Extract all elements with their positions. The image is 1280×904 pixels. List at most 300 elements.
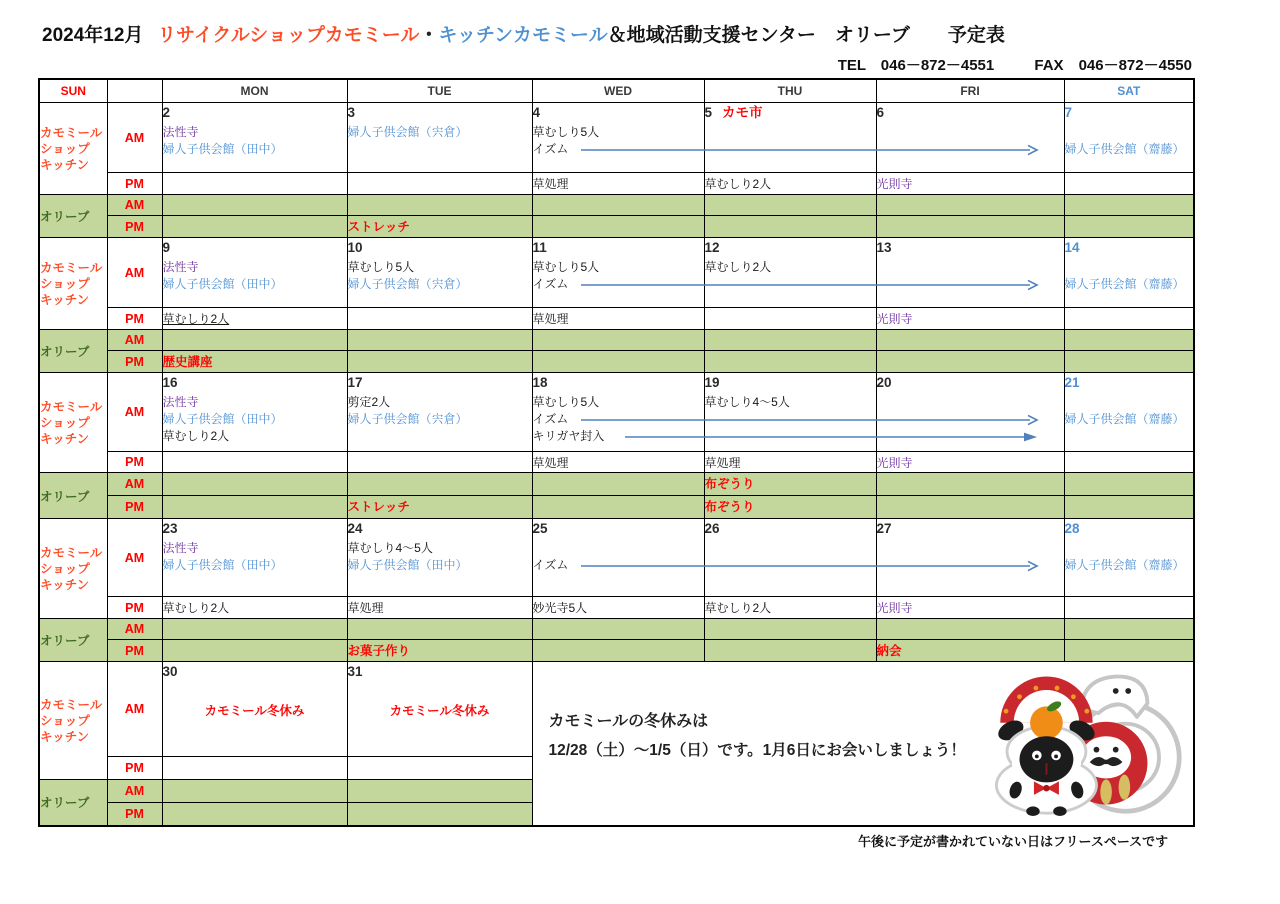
date-row — [348, 373, 532, 394]
row-label-chamomile — [39, 519, 107, 619]
title-kitchen-name: キッチンカモミール — [438, 25, 608, 46]
entry-text: 草処理 — [704, 456, 741, 470]
cell-w2-wed-olive-pm — [532, 351, 704, 373]
date-number: 2 — [162, 105, 171, 120]
cell-w3-tue-olive-pm — [347, 496, 532, 519]
date-row — [877, 103, 1064, 124]
schedule-entry — [348, 259, 532, 276]
cell-w3-sat-olive-pm — [1064, 496, 1194, 519]
entry-text: 草処理 — [532, 456, 569, 470]
entry-text: 草むしり2人 — [162, 429, 230, 443]
cell-w4-wed-olive-pm — [532, 640, 704, 662]
pm-row-label: PM — [107, 757, 162, 780]
cell-w4-fri-am — [876, 519, 1064, 597]
cell-w3-wed-olive-pm — [532, 496, 704, 519]
schedule-entry — [1065, 276, 1194, 293]
pm-row-label: PM — [107, 640, 162, 662]
date-row — [533, 238, 704, 259]
cell-w4-mon-pm — [162, 597, 347, 619]
cell-w1-mon-am — [162, 103, 347, 173]
entry-text: 剪定2人 — [347, 395, 391, 409]
cell-w4-mon-am — [162, 519, 347, 597]
entry-text: 光則寺 — [876, 456, 913, 470]
schedule-entry — [533, 259, 704, 276]
label-line: カモミール — [40, 399, 103, 414]
schedule-entry — [348, 276, 532, 293]
entry-text: 婦人子供会館（田中） — [162, 412, 283, 426]
week-1-pm-row — [39, 173, 1194, 195]
label-line: カモミール — [40, 697, 103, 712]
entry-text: 草むしり4～5人 — [704, 395, 790, 409]
cell-w5-tue-am — [347, 662, 532, 757]
cell-w2-thu-olive-am — [704, 330, 876, 351]
cell-w1-sat-olive-pm — [1064, 216, 1194, 238]
date-row — [705, 373, 876, 394]
date-row — [533, 103, 704, 124]
cell-w4-tue-am — [347, 519, 532, 597]
date-row — [1065, 103, 1194, 124]
entry-text: 草むしり2人 — [162, 312, 230, 326]
schedule-entry — [533, 411, 704, 428]
cell-w5-tue-pm — [347, 757, 532, 780]
date-row — [163, 662, 347, 683]
schedule-entry — [348, 540, 532, 557]
date-row — [705, 238, 876, 259]
date-row — [348, 519, 532, 540]
label-line: キッチン — [40, 292, 90, 307]
am-row-label: AM — [107, 662, 162, 757]
entry-text: 婦人子供会館（齋藤） — [1064, 558, 1185, 572]
cell-w2-fri-am — [876, 238, 1064, 308]
cell-w1-mon-pm — [162, 173, 347, 195]
sheep-icon — [995, 677, 1098, 816]
date-number: 19 — [704, 375, 720, 390]
cell-w4-thu-pm — [704, 597, 876, 619]
entry-text: 草むしり2人 — [162, 601, 230, 615]
olive-event-text: 布ぞうり — [704, 477, 755, 491]
olive-event-text: 布ぞうり — [704, 500, 755, 514]
cell-w4-wed-am — [532, 519, 704, 597]
schedule-entry — [348, 411, 532, 428]
cell-w3-sat-am — [1064, 373, 1194, 452]
cell-w4-fri-pm — [876, 597, 1064, 619]
page-title — [42, 20, 1005, 47]
day-header-mon: MON — [162, 79, 347, 103]
cell-w3-thu-am — [704, 373, 876, 452]
schedule-entry — [163, 411, 347, 428]
cell-w4-wed-olive-am — [532, 619, 704, 640]
cell-w3-tue-pm — [347, 452, 532, 473]
cell-w4-fri-olive-pm — [876, 640, 1064, 662]
schedule-entry — [533, 394, 704, 411]
entry-text: 婦人子供会館（齋藤） — [1064, 142, 1185, 156]
cell-w1-fri-olive-pm — [876, 216, 1064, 238]
entry-text: 草処理 — [532, 312, 569, 326]
cell-w3-sat-olive-am — [1064, 473, 1194, 496]
cell-w4-thu-olive-am — [704, 619, 876, 640]
date-row — [877, 373, 1064, 394]
entry-text: 光則寺 — [876, 312, 913, 326]
date-number: 25 — [532, 521, 548, 536]
pm-row-label: PM — [107, 216, 162, 238]
date-row — [348, 662, 532, 683]
cell-w1-sat-am — [1064, 103, 1194, 173]
date-number: 12 — [704, 240, 720, 255]
cell-w5-mon-olive-pm — [162, 803, 347, 826]
entry-text: 婦人子供会館（田中） — [347, 558, 468, 572]
date-number: 26 — [704, 521, 720, 536]
entry-text: 法性寺 — [162, 260, 199, 274]
am-row-label: AM — [107, 330, 162, 351]
week-3-am-row — [39, 373, 1194, 452]
cell-w1-wed-pm — [532, 173, 704, 195]
schedule-entry — [533, 428, 704, 445]
schedule-entry — [1065, 540, 1194, 557]
cell-w3-sat-pm — [1064, 452, 1194, 473]
am-row-label: AM — [107, 519, 162, 597]
date-number: 3 — [347, 105, 356, 120]
entry-text: 光則寺 — [876, 601, 913, 615]
entry-text: 草むしり5人 — [532, 395, 600, 409]
date-number: 13 — [876, 240, 892, 255]
date-row — [163, 519, 347, 540]
cell-w3-thu-olive-am — [704, 473, 876, 496]
date-number: 27 — [876, 521, 892, 536]
entry-text: 法性寺 — [162, 125, 199, 139]
date-row — [348, 103, 532, 124]
cell-w3-tue-am — [347, 373, 532, 452]
schedule-entry — [348, 124, 532, 141]
am-row-label: AM — [107, 238, 162, 308]
date-number: 23 — [162, 521, 178, 536]
schedule-entry — [1065, 124, 1194, 141]
date-row — [163, 238, 347, 259]
entry-text: 草むしり5人 — [532, 125, 600, 139]
entry-text: 草むしり4～5人 — [347, 541, 433, 555]
date-row — [705, 519, 876, 540]
cell-w4-tue-olive-am — [347, 619, 532, 640]
schedule-entry — [533, 276, 704, 293]
schedule-entry — [348, 394, 532, 411]
schedule-entry — [163, 540, 347, 557]
cell-w1-tue-olive-am — [347, 195, 532, 216]
day-header-fri: FRI — [876, 79, 1064, 103]
cell-w1-thu-pm — [704, 173, 876, 195]
entry-text: 婦人子供会館（宍倉） — [347, 412, 468, 426]
cell-w1-fri-olive-am — [876, 195, 1064, 216]
title-month: 2024年12月 — [42, 25, 144, 46]
date-number: 21 — [1064, 375, 1080, 390]
schedule-entry — [1065, 141, 1194, 158]
week-3-olive-am-row — [39, 473, 1194, 496]
label-line: ショップ — [40, 713, 90, 728]
label-line: ショップ — [40, 415, 90, 430]
new-year-illustration — [977, 665, 1189, 817]
schedule-entry — [1065, 394, 1194, 411]
week-4-pm-row — [39, 597, 1194, 619]
entry-text: イズム — [532, 558, 569, 572]
day-header-sat: SAT — [1064, 79, 1194, 103]
date-number: 9 — [162, 240, 171, 255]
date-row — [163, 103, 347, 124]
cell-w4-wed-pm — [532, 597, 704, 619]
schedule-entry — [163, 141, 347, 158]
label-line: ショップ — [40, 141, 90, 156]
week-4-olive-am-row — [39, 619, 1194, 640]
cell-w5-tue-olive-pm — [347, 803, 532, 826]
cell-w4-mon-olive-am — [162, 619, 347, 640]
cell-w2-sat-pm — [1064, 308, 1194, 330]
cell-w3-wed-pm — [532, 452, 704, 473]
week-5-am-row — [39, 662, 1194, 757]
footnote: 午後に予定が書かれていない日はフリースペースです — [858, 834, 1169, 849]
schedule-entry — [705, 394, 876, 411]
date-number: 10 — [347, 240, 363, 255]
row-label-chamomile — [39, 662, 107, 780]
cell-w2-fri-olive-am — [876, 330, 1064, 351]
cell-w2-mon-olive-pm — [162, 351, 347, 373]
entry-text: 光則寺 — [876, 177, 913, 191]
entry-text: 草むしり2人 — [704, 601, 772, 615]
date-number: 5 — [704, 105, 713, 120]
cell-w4-sat-am — [1064, 519, 1194, 597]
cell-w2-mon-pm — [162, 308, 347, 330]
date-row — [1065, 519, 1194, 540]
entry-text: 草むしり2人 — [704, 260, 772, 274]
label-line: カモミール — [40, 125, 103, 140]
olive-event-text: 納会 — [876, 644, 902, 658]
cell-w1-tue-olive-pm — [347, 216, 532, 238]
row-label-olive: オリーブ — [39, 780, 107, 826]
schedule-entry — [533, 124, 704, 141]
cell-w4-tue-olive-pm — [347, 640, 532, 662]
date-number: 4 — [532, 105, 541, 120]
schedule-entry — [1065, 259, 1194, 276]
week-4-olive-pm-row — [39, 640, 1194, 662]
olive-event-text: お菓子作り — [347, 644, 411, 658]
cell-w3-fri-am — [876, 373, 1064, 452]
label-line: カモミール — [40, 260, 103, 275]
fax-number: FAX 046－872－4550 — [1034, 57, 1192, 74]
cell-w3-wed-am — [532, 373, 704, 452]
cell-w2-thu-am — [704, 238, 876, 308]
date-number: 6 — [876, 105, 885, 120]
cell-w1-mon-olive-pm — [162, 216, 347, 238]
schedule-entry — [163, 276, 347, 293]
cell-w4-sat-pm — [1064, 597, 1194, 619]
row-label-olive: オリーブ — [39, 195, 107, 238]
pm-row-label: PM — [107, 597, 162, 619]
entry-text: 婦人子供会館（齋藤） — [1064, 277, 1185, 291]
contact-line — [838, 54, 1192, 75]
cell-w4-sat-olive-am — [1064, 619, 1194, 640]
olive-event-text: ストレッチ — [347, 500, 410, 514]
date-row — [533, 373, 704, 394]
cell-w5-mon-pm — [162, 757, 347, 780]
pm-row-label: PM — [107, 308, 162, 330]
pm-row-label: PM — [107, 803, 162, 826]
cell-w2-tue-pm — [347, 308, 532, 330]
cell-w1-sat-olive-am — [1064, 195, 1194, 216]
cell-w4-thu-olive-pm — [704, 640, 876, 662]
cell-w2-wed-pm — [532, 308, 704, 330]
entry-text: 婦人子供会館（宍倉） — [347, 277, 468, 291]
schedule-entry — [533, 540, 704, 557]
cell-w1-tue-am — [347, 103, 532, 173]
date-row — [877, 238, 1064, 259]
cell-w2-sat-olive-pm — [1064, 351, 1194, 373]
week-1-olive-am-row — [39, 195, 1194, 216]
cell-w2-mon-olive-am — [162, 330, 347, 351]
olive-event-text: 歴史講座 — [162, 355, 213, 369]
cell-w3-mon-pm — [162, 452, 347, 473]
cell-w1-wed-olive-am — [532, 195, 704, 216]
cell-w3-mon-olive-am — [162, 473, 347, 496]
cell-w3-fri-pm — [876, 452, 1064, 473]
date-number: 11 — [532, 240, 547, 255]
title-separator: ・ — [419, 25, 439, 46]
holiday-note — [549, 708, 966, 760]
cell-w2-thu-pm — [704, 308, 876, 330]
cell-w2-thu-olive-pm — [704, 351, 876, 373]
day-header-sun: SUN — [39, 79, 107, 103]
entry-text: 法性寺 — [162, 395, 199, 409]
week-1-olive-pm-row — [39, 216, 1194, 238]
cell-w2-sat-am — [1064, 238, 1194, 308]
schedule-entry — [533, 557, 704, 574]
market-day-label: カモ市 — [722, 105, 763, 120]
cell-w2-sat-olive-am — [1064, 330, 1194, 351]
cell-w3-tue-olive-am — [347, 473, 532, 496]
schedule-entry — [348, 557, 532, 574]
row-label-chamomile — [39, 103, 107, 195]
cell-w3-fri-olive-pm — [876, 496, 1064, 519]
date-number: 18 — [532, 375, 548, 390]
am-row-label: AM — [107, 473, 162, 496]
cell-w5-mon-am — [162, 662, 347, 757]
date-number: 16 — [162, 375, 178, 390]
label-line: キッチン — [40, 577, 90, 592]
entry-text: 法性寺 — [162, 541, 199, 555]
entry-text: 婦人子供会館（田中） — [162, 142, 283, 156]
entry-text: 草処理 — [532, 177, 569, 191]
cell-w3-wed-olive-am — [532, 473, 704, 496]
cell-w4-tue-pm — [347, 597, 532, 619]
pm-row-label: PM — [107, 173, 162, 195]
cell-w5-tue-olive-am — [347, 780, 532, 803]
pm-row-label: PM — [107, 452, 162, 473]
entry-text: 妙光寺5人 — [532, 601, 588, 615]
row-label-olive: オリーブ — [39, 619, 107, 662]
date-row — [877, 519, 1064, 540]
am-row-label: AM — [107, 780, 162, 803]
row-label-olive: オリーブ — [39, 473, 107, 519]
cell-w2-wed-am — [532, 238, 704, 308]
schedule-entry — [163, 394, 347, 411]
entry-text: キリガヤ封入 — [532, 429, 605, 443]
label-line: ショップ — [40, 276, 90, 291]
schedule-entry — [1065, 557, 1194, 574]
cell-w3-mon-olive-pm — [162, 496, 347, 519]
week-3-pm-row — [39, 452, 1194, 473]
entry-text: 草むしり5人 — [532, 260, 600, 274]
entry-text: イズム — [532, 277, 569, 291]
label-line: キッチン — [40, 431, 90, 446]
cell-w1-fri-am — [876, 103, 1064, 173]
cell-w2-tue-am — [347, 238, 532, 308]
pm-row-label: PM — [107, 496, 162, 519]
cell-w1-mon-olive-am — [162, 195, 347, 216]
date-number: 20 — [876, 375, 892, 390]
week-4-am-row — [39, 519, 1194, 597]
cell-w5-mon-olive-am — [162, 780, 347, 803]
date-number: 14 — [1064, 240, 1080, 255]
week-2-olive-pm-row — [39, 351, 1194, 373]
cell-w3-thu-pm — [704, 452, 876, 473]
schedule-entry — [163, 259, 347, 276]
title-suffix: ＆地域活動支援センター オリーブ 予定表 — [607, 25, 1005, 46]
schedule-table — [38, 78, 1195, 827]
cell-w1-sat-pm — [1064, 173, 1194, 195]
entry-text: 草処理 — [347, 601, 384, 615]
entry-text: 草むしり2人 — [704, 177, 772, 191]
ampm-column-header — [107, 79, 162, 103]
am-row-label: AM — [107, 619, 162, 640]
am-row-label: AM — [107, 373, 162, 452]
label-line: キッチン — [40, 729, 90, 744]
cell-w4-sat-olive-pm — [1064, 640, 1194, 662]
date-number: 28 — [1064, 521, 1080, 536]
day-header-wed: WED — [532, 79, 704, 103]
cell-w2-tue-olive-am — [347, 330, 532, 351]
day-header-tue: TUE — [347, 79, 532, 103]
label-line: カモミール — [40, 545, 103, 560]
cell-w1-thu-am — [704, 103, 876, 173]
schedule-entry — [705, 259, 876, 276]
entry-text: 婦人子供会館（齋藤） — [1064, 412, 1185, 426]
cell-w2-fri-olive-pm — [876, 351, 1064, 373]
cell-w2-wed-olive-am — [532, 330, 704, 351]
cell-w4-mon-olive-pm — [162, 640, 347, 662]
week-3-olive-pm-row — [39, 496, 1194, 519]
entry-text: イズム — [532, 412, 569, 426]
cell-w3-thu-olive-pm — [704, 496, 876, 519]
date-number: 31 — [347, 664, 363, 679]
cell-w1-tue-pm — [347, 173, 532, 195]
cell-w1-fri-pm — [876, 173, 1064, 195]
cell-w1-wed-am — [532, 103, 704, 173]
schedule-entry — [533, 141, 704, 158]
week-2-pm-row — [39, 308, 1194, 330]
cell-w1-wed-olive-pm — [532, 216, 704, 238]
row-label-chamomile — [39, 238, 107, 330]
day-header-thu: THU — [704, 79, 876, 103]
entry-text: 婦人子供会館（宍倉） — [347, 125, 468, 139]
week-2-am-row — [39, 238, 1194, 308]
date-number: 17 — [347, 375, 363, 390]
week-2-olive-am-row — [39, 330, 1194, 351]
date-number: 24 — [347, 521, 363, 536]
week-1-am-row — [39, 103, 1194, 173]
label-line: キッチン — [40, 157, 90, 172]
entry-text: イズム — [532, 142, 569, 156]
day-header-row — [39, 79, 1194, 103]
cell-w2-tue-olive-pm — [347, 351, 532, 373]
cell-w2-fri-pm — [876, 308, 1064, 330]
cell-w3-mon-am — [162, 373, 347, 452]
am-row-label: AM — [107, 195, 162, 216]
date-row — [163, 373, 347, 394]
